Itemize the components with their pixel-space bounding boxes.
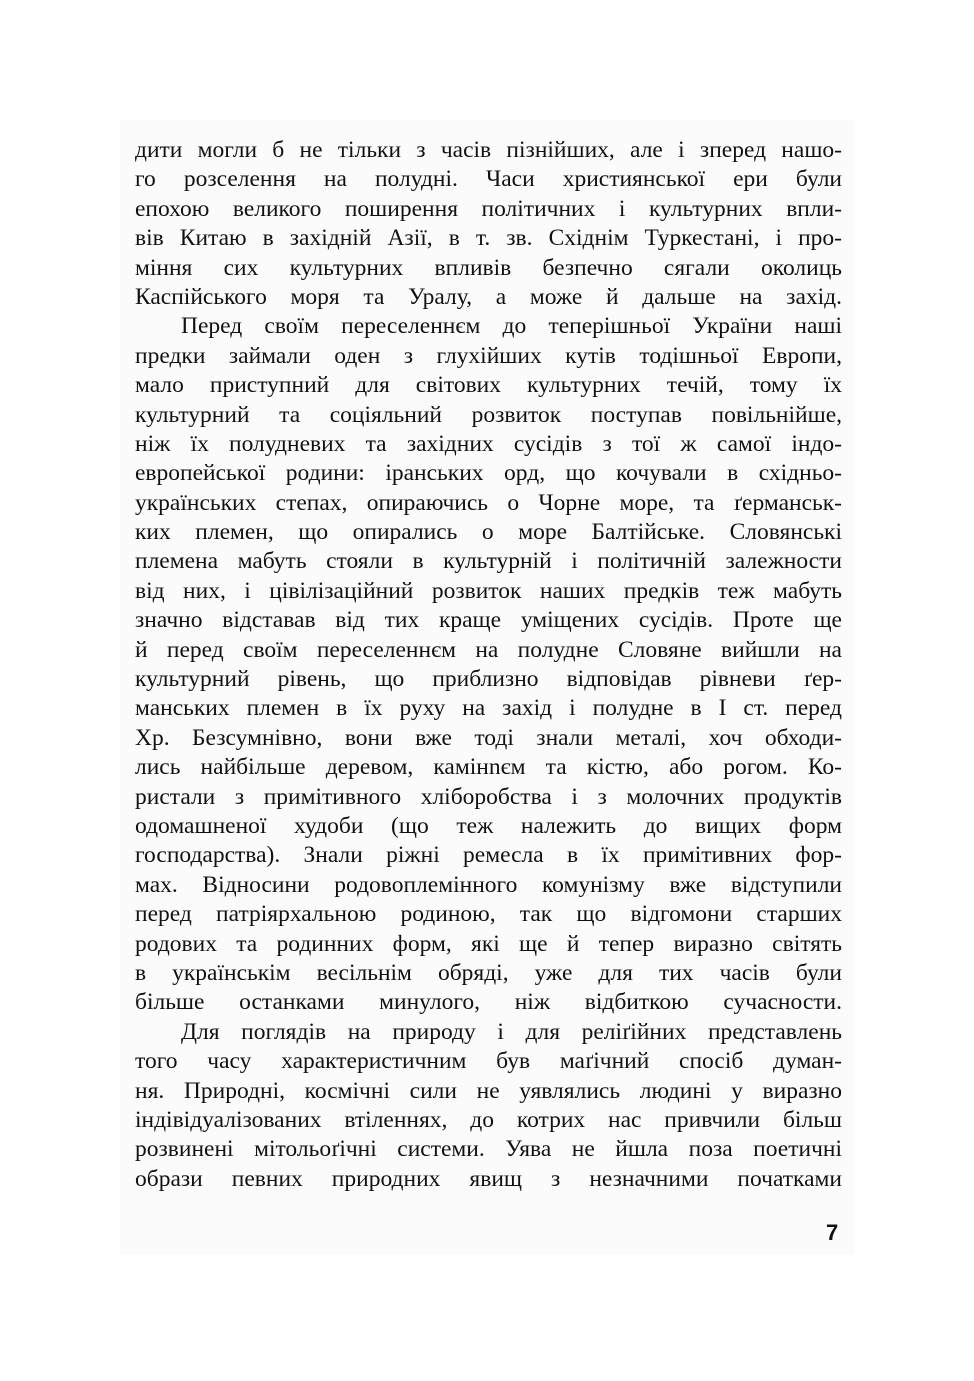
text-line: лись найбільше деревом, камінnєм та кістю, або рогом. Ко- xyxy=(135,754,842,781)
text-line: дити могли б не тільки з часів пізнійших, але і зперед нашо- xyxy=(135,137,842,163)
text-line: більше останками минулого, ніж відбиткою сучасности. xyxy=(135,989,842,1016)
text-line: Каспійського моря та Уралу, а може й дальше на захід. xyxy=(135,283,842,310)
text-line: в українськім весільнім обряді, уже для тих часів були xyxy=(135,959,842,986)
text-line: Перед своїм переселеннєм до теперішньої України наші xyxy=(181,313,842,340)
text-line: розвинені мітольоґічні системи. Уява не йшла поза поетичні xyxy=(135,1136,842,1163)
text-line: образи певних природних явищ з незначними початками xyxy=(135,1165,842,1192)
text-line: українських степах, опираючись о Чорне море, та ґерманськ- xyxy=(135,489,842,516)
text-line: европейської родини: іранських орд, що кочували в східньо- xyxy=(135,460,842,487)
text-line: Хр. Безсумнівно, вони вже тоді знали металі, хоч обходи- xyxy=(135,724,842,751)
text-line: культурний рівень, що приблизно відповідав рівневи ґер- xyxy=(135,666,842,693)
text-line: манських племен в їх руху на захід і полудне в І ст. перед xyxy=(135,695,842,722)
text-line: предки займали оден з глухійших кутів тодішньої Европи, xyxy=(135,342,842,369)
paragraph-3 xyxy=(135,1018,842,1194)
text-line: від них, і цівілізаційний розвиток наших предків теж мабуть xyxy=(135,577,842,604)
text-line: одомашненої худоби (що теж належить до вищих форм xyxy=(135,812,842,839)
text-line: перед патріярхальною родиною, так що відгомони старших xyxy=(135,901,842,928)
paragraph-1 xyxy=(135,136,842,312)
text-line: ня. Природні, космічні сили не уявлялись людині у виразно xyxy=(135,1077,842,1104)
text-line: ристали з примітивного хліборобства і з молочних продуктів xyxy=(135,783,842,810)
text-line: епохою великого поширення політичних і культурних впли- xyxy=(135,195,842,222)
text-line: господарства). Знали ріжні ремесла в їх примітивних фор- xyxy=(135,842,842,869)
text-line: го розселення на полудні. Часи християнської ери були xyxy=(135,166,842,193)
text-line: міння сих культурних впливів безпечно сягали околиць xyxy=(135,254,842,281)
text-line: ніж їх полудневих та західних сусідів з тої ж самої індо- xyxy=(135,430,842,457)
text-line: значно відставав від тих краще уміщених сусідів. Проте ще xyxy=(135,607,842,634)
text-line: культурний та соціяльний розвиток поступав повільнійше, xyxy=(135,401,842,428)
page-number: 7 xyxy=(826,1220,839,1245)
text-line: ких племен, що опирались о море Балтійське. Словянські xyxy=(135,519,842,546)
text-line: племена мабуть стояли в культурній і політичній залежности xyxy=(135,548,842,575)
text-line: індівідуалізованих втіленнях, до котрих нас привчили більш xyxy=(135,1106,842,1133)
text-line: родових та родинних форм, які ще й тепер виразно світять xyxy=(135,930,842,957)
text-line: вів Китаю в західній Азії, в т. зв. Східнім Туркестані, і про- xyxy=(135,225,842,252)
text-line: Для поглядів на природу і для реліґійних представлень xyxy=(181,1018,842,1045)
text-line: мало приступний для світових культурних течій, тому їх xyxy=(135,372,842,399)
paragraph-2 xyxy=(135,312,842,1017)
body-text xyxy=(135,136,842,1194)
text-line: й перед своїм переселеннєм на полудне Словяне вийшли на xyxy=(135,636,842,663)
text-line: мах. Відносини родовоплемінного комунізму вже відступили xyxy=(135,871,842,898)
text-line: того часу характеристичним був маґічний спосіб думан- xyxy=(135,1048,842,1075)
